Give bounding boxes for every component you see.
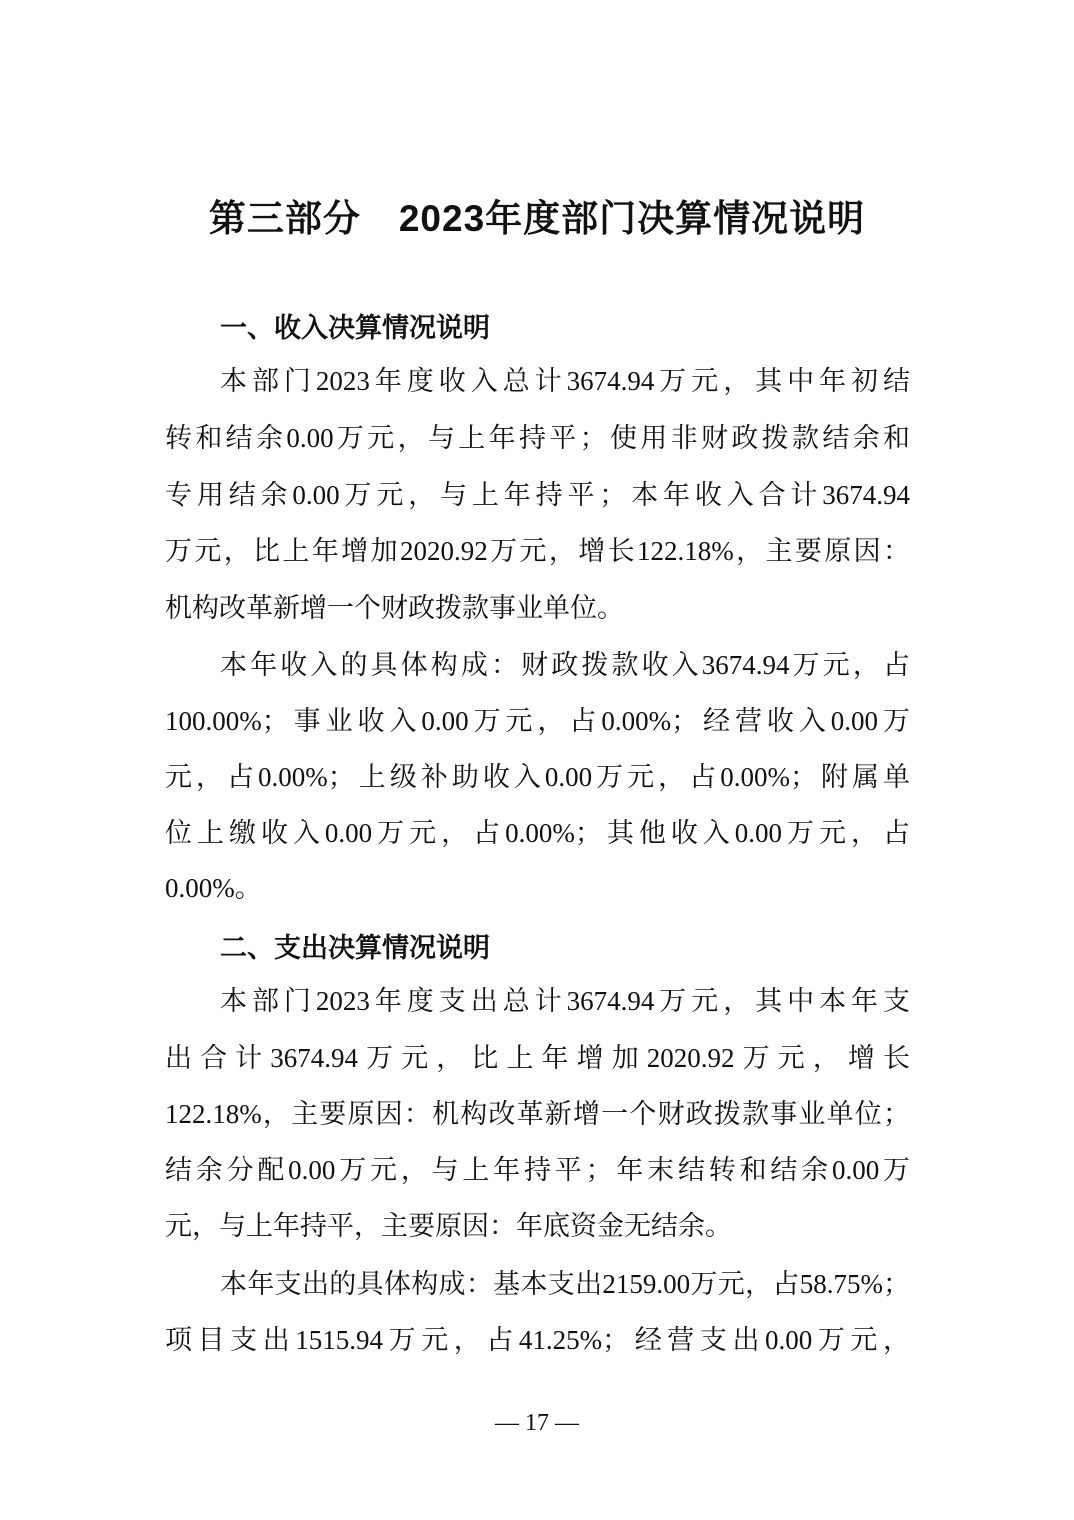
paragraph-line: 结余分配0.00万元，与上年持平；年末结转和结余0.00万	[165, 1155, 910, 1185]
paragraph-line: 元，占0.00%；上级补助收入0.00万元，占0.00%；附属单	[165, 762, 910, 792]
paragraph-line: 出合计3674.94万元，比上年增加2020.92万元，增长	[165, 1043, 910, 1073]
paragraph-line: 位上缴收入0.00万元，占0.00%；其他收入0.00万元，占	[165, 818, 910, 848]
paragraph-line: 万元，比上年增加2020.92万元，增长122.18%，主要原因：	[165, 536, 910, 566]
paragraph-line: 专用结余0.00万元，与上年持平；本年收入合计3674.94	[165, 480, 910, 510]
section-heading: 一、收入决算情况说明	[220, 313, 490, 343]
paragraph-line: 项目支出1515.94万元，占41.25%；经营支出0.00万元，	[165, 1325, 910, 1355]
paragraph-line: 本年支出的具体构成：基本支出2159.00万元，占58.75%；	[220, 1269, 910, 1299]
paragraph-line: 本部门2023年度支出总计3674.94万元，其中本年支	[220, 986, 910, 1016]
page-title: 第三部分 2023年度部门决算情况说明	[208, 198, 866, 239]
paragraph-line: 122.18%，主要原因：机构改革新增一个财政拨款事业单位；	[165, 1099, 910, 1129]
paragraph-line: 机构改革新增一个财政拨款事业单位。	[165, 593, 624, 623]
paragraph-line: 本年收入的具体构成：财政拨款收入3674.94万元，占	[220, 650, 910, 680]
page-number: — 17 —	[495, 1410, 579, 1436]
paragraph-line: 100.00%；事业收入0.00万元，占0.00%；经营收入0.00万	[165, 706, 910, 736]
paragraph-line: 元，与上年持平，主要原因：年底资金无结余。	[165, 1211, 732, 1241]
section-heading: 二、支出决算情况说明	[220, 933, 490, 963]
paragraph-line: 转和结余0.00万元，与上年持平；使用非财政拨款结余和	[165, 423, 910, 453]
paragraph-line: 本部门2023年度收入总计3674.94万元，其中年初结	[220, 366, 910, 396]
paragraph-line: 0.00%。	[165, 873, 262, 903]
